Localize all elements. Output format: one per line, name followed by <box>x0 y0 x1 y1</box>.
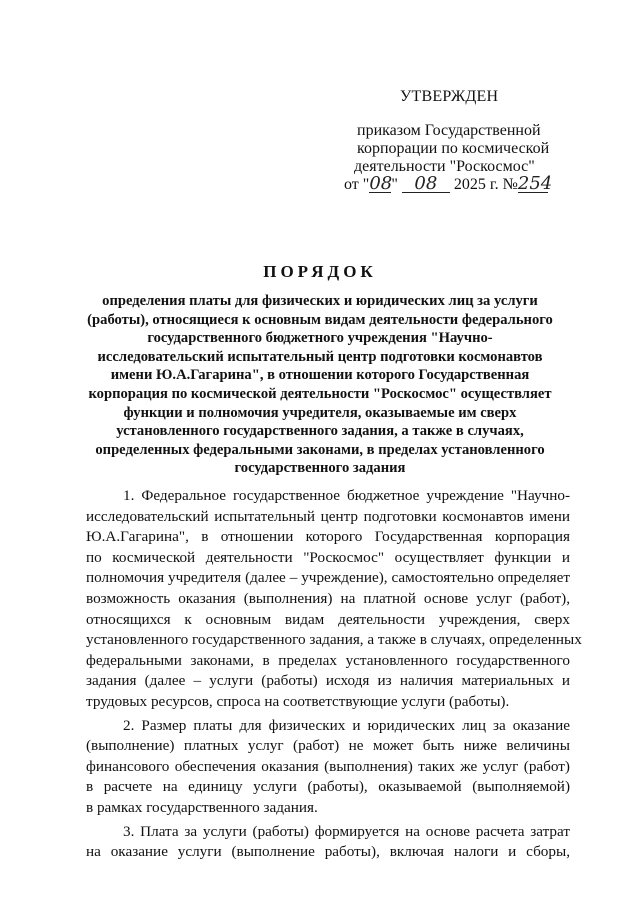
paragraph-line: в рамках государственного задания. <box>86 798 318 816</box>
subtitle-line: имени Ю.А.Гагарина", в отношении которого Государственная <box>110 367 530 384</box>
paragraph-line: относящихся к основным видам деятельности учреждения, сверх <box>86 610 570 628</box>
subtitle-line: определенных федеральными законами, в пределах установленного <box>95 441 545 458</box>
paragraph-line: (выполнение) платных услуг (работ) не может быть ниже величины <box>86 737 570 755</box>
paragraph-3 <box>86 822 570 863</box>
approval-line: деятельности "Роскосмос" <box>354 158 535 175</box>
paragraph-line: финансового обеспечения оказания (выполнения) таких же услуг (работ) <box>86 757 570 775</box>
handwritten-order-number: 254 <box>517 173 553 194</box>
subtitle-line: государственного задания <box>234 460 406 477</box>
paragraph-line: 3. Плата за услуги (работы) формируется на основе расчета затрат <box>123 822 570 840</box>
handwritten-month: 08 <box>402 176 450 193</box>
paragraph-1 <box>86 486 582 713</box>
subtitle-line: корпорация по космической деятельности "Роскосмос" осуществляет <box>88 385 552 402</box>
paragraph-line: на оказание услуги (выполнение работы), включая налоги и сборы, <box>86 843 570 861</box>
paragraph-line: 2. Размер платы для физических и юридических лиц за оказание <box>123 716 570 734</box>
subtitle-line: государственного бюджетного учреждения "Научно- <box>147 330 493 347</box>
paragraph-line: в расчете на единицу услуги (работы), оказываемой (выполняемой) <box>86 778 570 796</box>
approval-line: приказом Государственной <box>357 122 541 139</box>
year-text: 2025 г. № <box>453 176 518 193</box>
paragraph-line: задания (далее – услуги (работы) исходя из наличия материальных и <box>86 672 570 690</box>
document-subtitle <box>70 292 570 478</box>
handwritten-day: 08 <box>369 173 393 194</box>
paragraph-2 <box>86 716 570 819</box>
approval-line: корпорации по космической <box>357 140 550 157</box>
paragraph-line: установленного государственного задания, а также в случаях, определенных <box>86 631 582 649</box>
document-body <box>86 486 582 863</box>
subtitle-line: функции и полномочия учредителя, оказываемые им сверх <box>123 404 517 421</box>
approved-heading: УТВЕРЖДЕН <box>400 88 499 105</box>
paragraph-line: возможность оказания (выполнения) на платной основе услуг (работ), <box>86 589 570 607</box>
paragraph-line: полномочия учредителя (далее – учреждение), самостоятельно определяет <box>86 569 570 587</box>
date-prefix: от " <box>344 176 370 193</box>
paragraph-line: исследовательский испытательный центр подготовки космонавтов имени <box>86 507 570 525</box>
document-title: ПОРЯДОК <box>263 262 377 281</box>
paragraph-line: по космической деятельности "Роскосмос" осуществляет функции и <box>86 548 570 566</box>
approval-date-line <box>344 173 614 194</box>
subtitle-line: (работы), относящиеся к основным видам деятельности федерального <box>87 311 553 328</box>
paragraph-line: трудовых ресурсов, спроса на соответствующие услуги (работы). <box>86 692 510 710</box>
paragraph-line: федеральными законами, в пределах установленного государственного <box>86 651 570 669</box>
subtitle-line: определения платы для физических и юридических лиц за услуги <box>102 293 538 309</box>
paragraph-line: 1. Федеральное государственное бюджетное учреждение "Научно- <box>123 487 570 504</box>
subtitle-line: исследовательский испытательный центр подготовки космонавтов <box>97 348 543 365</box>
approval-block <box>344 88 614 194</box>
subtitle-line: установленного государственного задания, а также в случаях, <box>116 423 524 440</box>
date-quote: " <box>391 176 398 193</box>
paragraph-line: Ю.А.Гагарина", в отношении которого Государственная корпорация <box>86 528 570 546</box>
